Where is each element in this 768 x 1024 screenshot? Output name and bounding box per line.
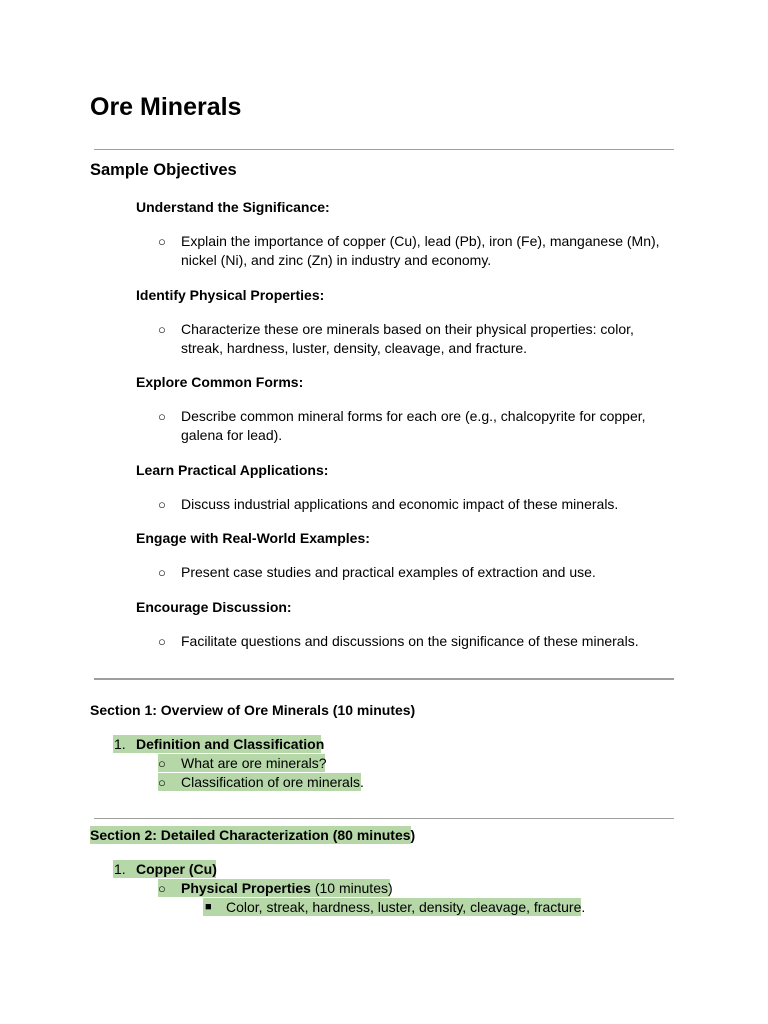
divider [94,149,674,150]
section-1-heading: Section 1: Overview of Ore Minerals (10 minutes) [90,702,416,718]
bullet-icon: ○ [158,775,166,790]
list-number: 1. [114,861,126,877]
objective-heading: Understand the Significance: [136,199,330,215]
list-number: 1. [114,736,126,752]
bullet-icon: ○ [158,634,166,649]
objective-text: Explain the importance of copper (Cu), lead (Pb), iron (Fe), manganese (Mn), nickel (Ni), and zinc (Zn) in industry and economy. [181,233,660,268]
section-1-subitem: What are ore minerals? [181,755,327,771]
bullet-icon: ○ [158,565,166,580]
subitem-bold-label: Physical Properties [181,880,311,896]
bullet-icon: ○ [158,497,166,512]
subitem-duration: (10 minutes) [310,880,393,896]
objective-text: Facilitate questions and discussions on the significance of these minerals. [181,633,639,649]
bullet-icon: ○ [158,881,166,896]
objective-text: Describe common mineral forms for each ore (e.g., chalcopyrite for copper, galena for lead). [181,408,646,443]
objective-text: Characterize these ore minerals based on their physical properties: color, streak, hardness, luster, density, cleavage, and fracture. [181,321,634,356]
document-title: Ore Minerals [90,93,242,121]
bullet-icon: ○ [158,409,166,424]
divider [94,818,674,819]
section-2-item-label: Copper (Cu) [136,861,217,877]
objective-text: Discuss industrial applications and economic impact of these minerals. [181,496,619,512]
objective-heading: Engage with Real-World Examples: [136,530,370,546]
section-2-subitem [181,880,393,896]
objective-heading: Learn Practical Applications: [136,462,329,478]
bullet-icon: ○ [158,756,166,771]
bullet-icon: ○ [158,322,166,337]
square-bullet-icon: ■ [205,901,212,913]
section-2-detail: Color, streak, hardness, luster, density, cleavage, fracture. [226,899,586,915]
section-1-subitem: Classification of ore minerals. [181,774,364,790]
objective-heading: Encourage Discussion: [136,599,292,615]
objective-text: Present case studies and practical examples of extraction and use. [181,564,596,580]
objective-heading: Identify Physical Properties: [136,287,325,303]
divider [94,678,674,680]
bullet-icon: ○ [158,234,166,249]
section-2-heading: Section 2: Detailed Characterization (80 minutes) [90,827,416,843]
objectives-heading: Sample Objectives [90,161,237,179]
section-1-item-label: Definition and Classification [136,736,325,752]
objective-heading: Explore Common Forms: [136,374,304,390]
